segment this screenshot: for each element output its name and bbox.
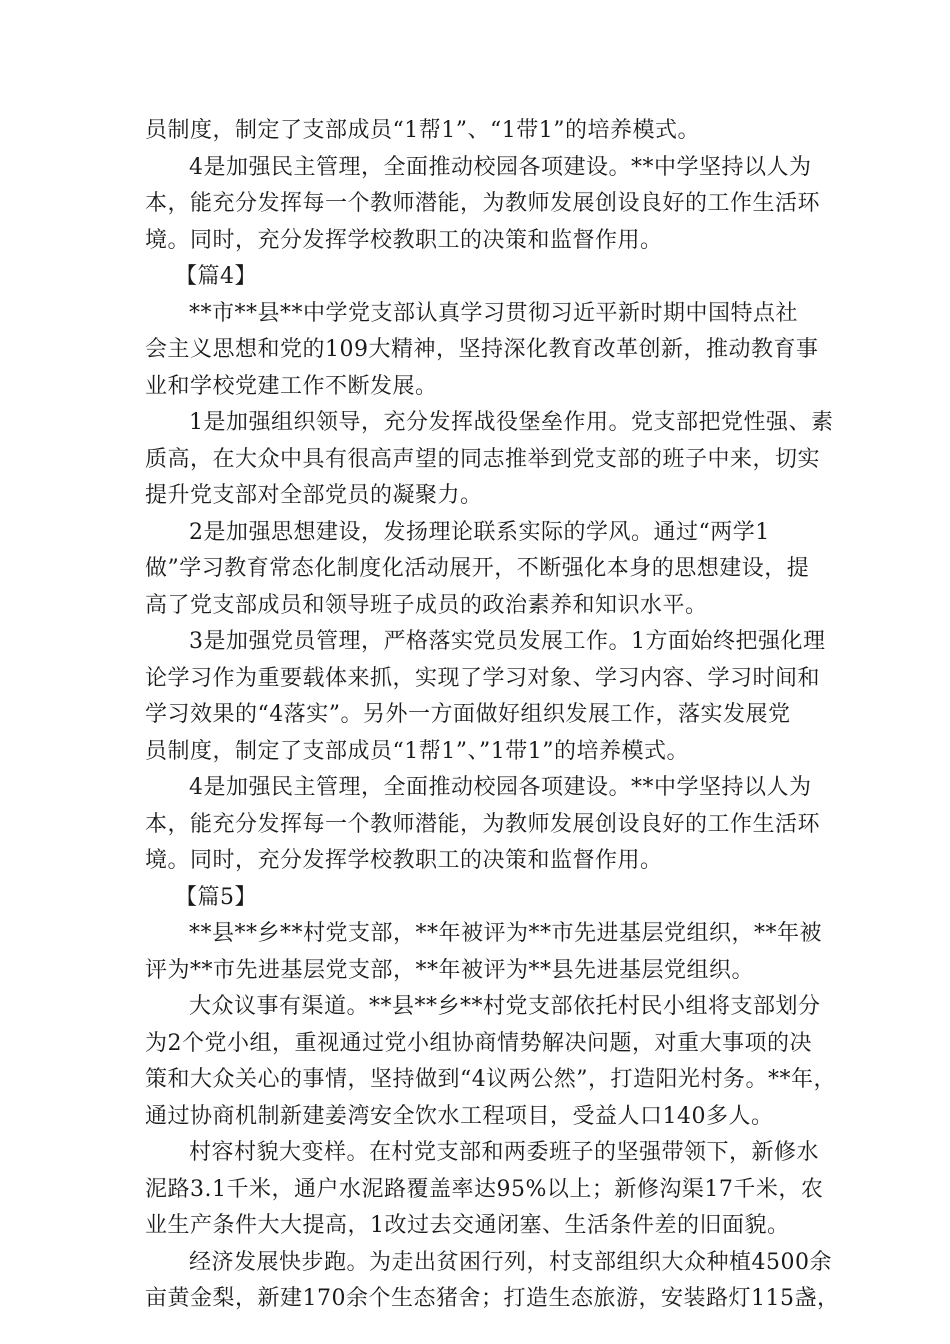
text-line: 学习效果的“4落实”。另外一方面做好组织发展工作，落实发展党 xyxy=(145,702,791,727)
section-heading: 【篇4】 xyxy=(175,264,257,289)
text-line: 村容村貌大变样。在村党支部和两委班子的坚强带领下，新修水 xyxy=(189,1140,820,1165)
text-line: 为2个党小组，重视通过党小组协商情势解决问题，对重大事项的决 xyxy=(145,1030,812,1056)
text-line: 4是加强民主管理，全面推动校园各项建设。**中学坚持以人为 xyxy=(189,775,812,800)
text-line: 经济发展快步跑。为走出贫困行列，村支部组织大众种植4500余 xyxy=(189,1249,832,1275)
text-line: 2是加强思想建设，发扬理论联系实际的学风。通过“两学1 xyxy=(189,519,770,545)
text-line: 会主义思想和党的109大精神，坚持深化教育改革创新，推动教育事 xyxy=(145,337,819,362)
text-line: 高了党支部成员和领导班子成员的政治素养和知识水平。 xyxy=(145,592,708,618)
text-line: 员制度，制定了支部成员“1帮1”、”1带1”的培养模式。 xyxy=(145,738,689,764)
text-line: **县**乡**村党支部，**年被评为**市先进基层党组织，**年被 xyxy=(189,921,823,946)
text-line: 4是加强民主管理，全面推动校园各项建设。**中学坚持以人为 xyxy=(189,154,812,180)
text-line: 业生产条件大大提高，1改过去交通闭塞、生活条件差的旧面貌。 xyxy=(145,1213,790,1238)
text-line: 论学习作为重要载体来抓，实现了学习对象、学习内容、学习时间和 xyxy=(145,665,821,691)
text-line: 亩黄金梨，新建170余个生态猪舍；打造生态旅游，安装路灯115盏， xyxy=(145,1286,840,1311)
text-line: 通过协商机制新建姜湾安全饮水工程项目，受益人口140多人。 xyxy=(145,1103,774,1129)
text-line: 做”学习教育常态化制度化活动展开，不断强化本身的思想建设，提 xyxy=(145,556,810,581)
text-line: 1是加强组织领导，充分发挥战役堡垒作用。党支部把党性强、素 xyxy=(189,410,834,435)
text-line: 评为**市先进基层党支部，**年被评为**县先进基层党组织。 xyxy=(145,957,755,983)
section-heading: 【篇5】 xyxy=(175,884,257,910)
text-line: 提升党支部对全部党员的凝聚力。 xyxy=(145,483,483,508)
document-body xyxy=(145,113,840,1318)
text-line: 泥路3.1千米，通户水泥路覆盖率达95%以上；新修沟渠17千米，农 xyxy=(145,1176,824,1202)
text-line: 员制度，制定了支部成员“1帮1”、“1带1”的培养模式。 xyxy=(145,118,700,143)
text-line: 质高，在大众中具有很高声望的同志推举到党支部的班子中来，切实 xyxy=(145,446,821,472)
text-line: **市**县**中学党支部认真学习贯彻习近平新时期中国特点社 xyxy=(189,300,799,326)
text-line: 本，能充分发挥每一个教师潜能，为教师发展创设良好的工作生活环 xyxy=(145,191,821,216)
text-line: 境。同时，充分发挥学校教职工的决策和监督作用。 xyxy=(145,848,663,873)
text-line: 3是加强党员管理，严格落实党员发展工作。1方面始终把强化理 xyxy=(189,629,826,654)
text-line: 策和大众关心的事情，坚持做到“4议两公然”，打造阳光村务。**年， xyxy=(145,1067,836,1092)
text-line: 业和学校党建工作不断发展。 xyxy=(145,373,438,399)
text-line: 本，能充分发挥每一个教师潜能，为教师发展创设良好的工作生活环 xyxy=(145,811,821,837)
text-line: 境。同时，充分发挥学校教职工的决策和监督作用。 xyxy=(145,227,663,253)
text-line: 大众议事有渠道。**县**乡**村党支部依托村民小组将支部划分 xyxy=(189,994,821,1019)
